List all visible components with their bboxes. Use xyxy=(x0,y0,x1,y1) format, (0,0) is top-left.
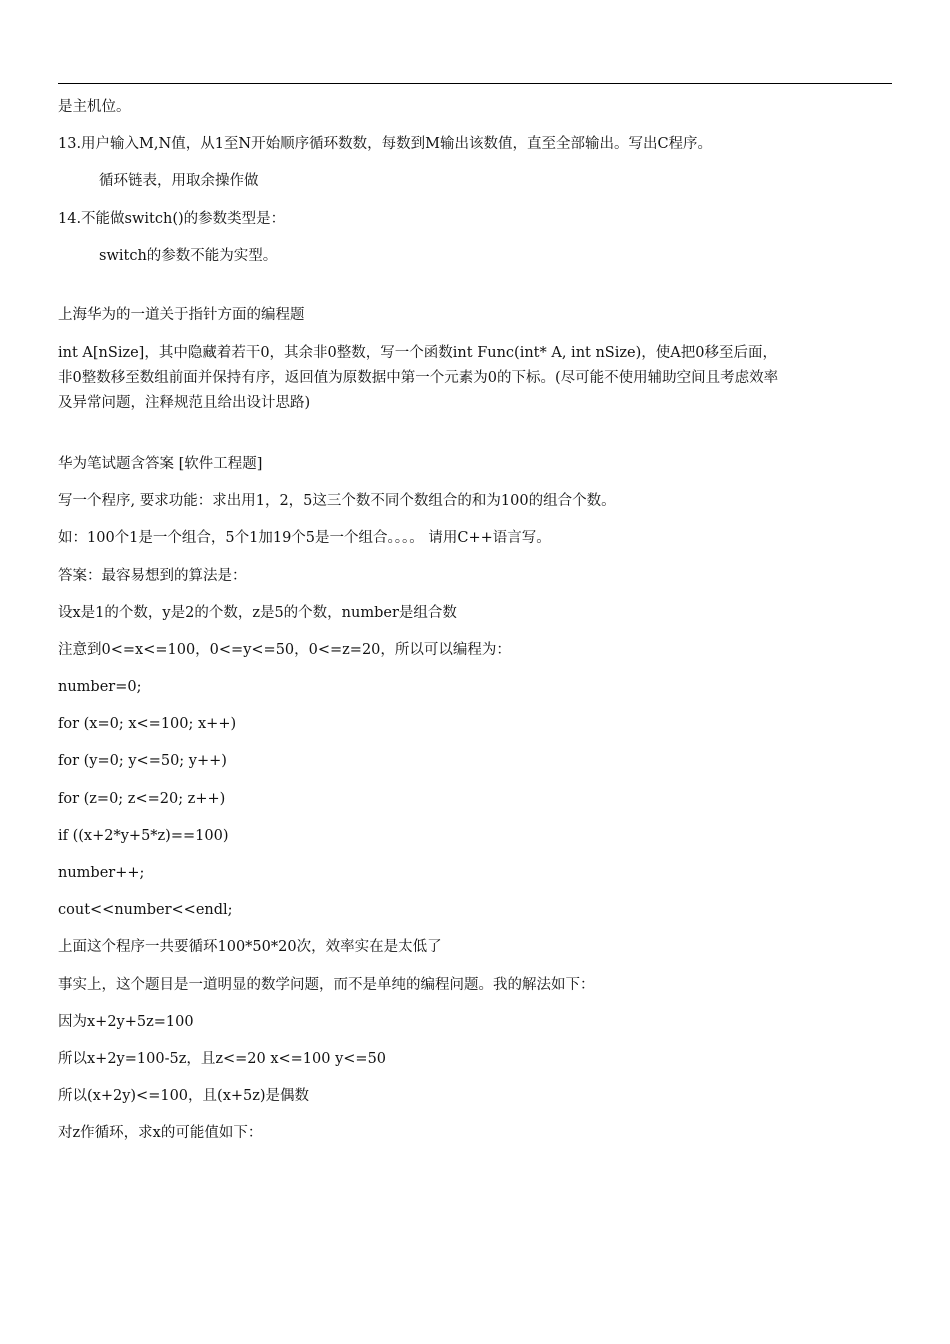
answer-14: switch的参数不能为实型。 xyxy=(99,247,278,264)
code-line: for (x=0; x<=100; x++) xyxy=(58,716,237,733)
code-line: cout<<number<<endl; xyxy=(58,902,233,919)
question-14: 14.不能做switch()的参数类型是： xyxy=(58,210,286,227)
equation-line: 所以x+2y=100-5z，且z<=20 x<=100 y<=50 xyxy=(58,1050,387,1067)
loop-note: 对z作循环，求x的可能值如下： xyxy=(58,1125,263,1142)
paragraph-line: 非0整数移至数组前面并保持有序，返回值为原数据中第一个元素为0的下标。(尽可能不使用辅助空间且考虑效率 xyxy=(58,369,779,386)
math-approach: 事实上，这个题目是一道明显的数学问题，而不是单纯的编程问题。我的解法如下： xyxy=(58,976,595,993)
code-line: number=0; xyxy=(58,679,142,696)
question-13: 13.用户输入M,N值，从1至N开始顺序循环数数，每数到M输出该数值，直至全部输出。写出C程序。 xyxy=(58,136,713,153)
answer-heading: 答案：最容易想到的算法是： xyxy=(58,567,247,584)
document-body xyxy=(58,96,894,1160)
code-line: number++; xyxy=(58,865,145,881)
section-heading-huawei: 华为笔试题含答案 [软件工程题] xyxy=(58,455,263,472)
answer-13: 循环链表，用取余操作做 xyxy=(99,173,259,190)
problem-example: 如：100个1是一个组合，5个1加19个5是一个组合。。。。 请用C++语言写。 xyxy=(58,530,551,547)
paragraph-line: 及异常问题，注释规范且给出设计思路) xyxy=(58,394,311,411)
header-rule xyxy=(58,83,892,84)
efficiency-note: 上面这个程序一共要循环100*50*20次，效率实在是太低了 xyxy=(58,939,442,956)
code-line: for (y=0; y<=50; y++) xyxy=(58,753,227,770)
section-heading-pointer: 上海华为的一道关于指针方面的编程题 xyxy=(58,306,305,323)
constraint-note: 注意到0<=x<=100，0<=y<=50，0<=z=20，所以可以编程为： xyxy=(58,641,511,658)
equation-line: 所以(x+2y)<=100，且(x+5z)是偶数 xyxy=(58,1088,310,1105)
pointer-problem-paragraph xyxy=(58,341,894,416)
code-line: for (z=0; z<=20; z++) xyxy=(58,790,226,807)
problem-statement: 写一个程序, 要求功能：求出用1，2，5这三个数不同个数组合的和为100的组合个数。 xyxy=(58,493,616,510)
variable-definition: 设x是1的个数，y是2的个数，z是5的个数，number是组合数 xyxy=(58,604,457,621)
equation-line: 因为x+2y+5z=100 xyxy=(58,1013,194,1030)
paragraph-line: int A[nSize]，其中隐藏着若干0，其余非0整数，写一个函数int Func(int* A, int nSize)，使A把0移至后面， xyxy=(58,344,777,361)
code-line: if ((x+2*y+5*z)==100) xyxy=(58,827,229,844)
text-line: 是主机位。 xyxy=(58,99,131,115)
